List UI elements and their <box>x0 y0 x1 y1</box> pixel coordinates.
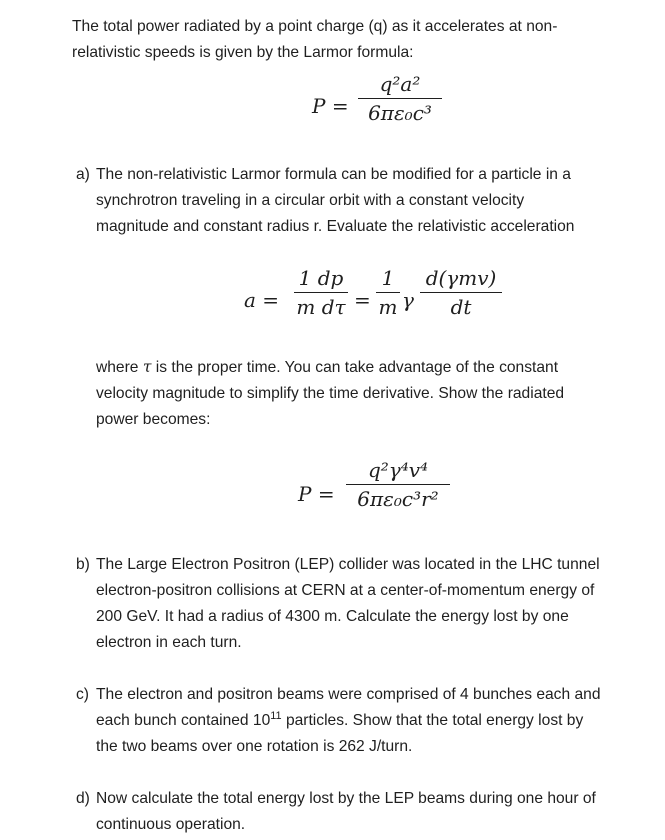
part-d-line-1: Now calculate the total energy lost by the LEP beams during one hour of <box>96 790 596 807</box>
acceleration-fraction-1 <box>294 266 348 319</box>
part-c <box>76 682 646 760</box>
part-c-line-3: the two beams over one rotation is 262 J/turn. <box>96 738 413 755</box>
acceleration-lhs: a = <box>244 288 280 312</box>
power-formula-fraction <box>346 458 450 511</box>
acceleration-fraction-3 <box>420 266 502 319</box>
part-a-line-1: The non-relativistic Larmor formula can be modified for a particle in a <box>96 166 571 183</box>
fraction-bar <box>294 292 348 293</box>
part-c-line-1: The electron and positron beams were comprised of 4 bunches each and <box>96 686 601 703</box>
part-a2-line-3: power becomes: <box>96 411 211 428</box>
acceleration-f3-denominator: dt <box>450 295 472 320</box>
part-a-line-2: synchrotron traveling in a circular orbit with a constant velocity <box>96 192 525 209</box>
part-a2-line-1-post: is the proper time. You can take advantage of the constant <box>151 359 559 376</box>
fraction-bar <box>376 292 400 293</box>
part-d-label: d) <box>76 790 90 807</box>
acceleration-gamma: γ <box>402 288 414 312</box>
part-c-line-2-post: particles. Show that the total energy lost by <box>281 712 584 729</box>
larmor-denominator: 6πε₀c³ <box>368 101 432 126</box>
part-a2-line-1-pre: where <box>96 359 143 376</box>
part-a-line-3: magnitude and constant radius r. Evaluate the relativistic acceleration <box>96 218 575 235</box>
intro-paragraph <box>72 14 652 66</box>
acceleration-f2-denominator: m <box>378 295 398 320</box>
larmor-formula-lhs: P = <box>312 94 349 118</box>
part-a-label: a) <box>76 166 90 183</box>
part-d <box>76 786 646 838</box>
part-d-line-2: continuous operation. <box>96 816 246 833</box>
fraction-bar <box>420 292 502 293</box>
fraction-bar <box>358 98 442 99</box>
acceleration-f2-numerator: 1 <box>381 266 395 290</box>
larmor-numerator: q²a² <box>379 72 421 96</box>
power-numerator: q²γ⁴v⁴ <box>367 458 429 482</box>
acceleration-f1-numerator: 1 dp <box>298 266 344 290</box>
part-a-continuation <box>96 354 656 433</box>
acceleration-fraction-2 <box>376 266 400 319</box>
exponent-11: 11 <box>270 709 282 722</box>
part-c-line-2-pre: each bunch contained 10 <box>96 712 271 729</box>
power-denominator: 6πε₀c³r² <box>357 487 439 512</box>
part-a2-line-2: velocity magnitude to simplify the time derivative. Show the radiated <box>96 385 565 402</box>
acceleration-f1-denominator: m dτ <box>296 295 346 320</box>
part-c-label: c) <box>76 686 89 703</box>
intro-line-2: relativistic speeds is given by the Larmor formula: <box>72 44 414 61</box>
part-b-line-3: 200 GeV. It had a radius of 4300 m. Calculate the energy lost by one <box>96 608 569 625</box>
acceleration-f3-numerator: d(γmv) <box>425 266 497 290</box>
part-a <box>76 162 646 240</box>
fraction-bar <box>346 484 450 485</box>
part-b-label: b) <box>76 556 90 573</box>
part-b <box>76 552 646 656</box>
larmor-formula-fraction <box>358 72 442 125</box>
tau-symbol: τ <box>142 358 152 376</box>
part-b-line-1: The Large Electron Positron (LEP) collider was located in the LHC tunnel <box>96 556 600 573</box>
acceleration-equals: = <box>354 288 371 312</box>
part-b-line-4: electron in each turn. <box>96 634 242 651</box>
part-b-line-2: electron-positron collisions at CERN at a center-of-momentum energy of <box>96 582 595 599</box>
intro-line-1: The total power radiated by a point charge (q) as it accelerates at non- <box>72 18 558 35</box>
power-formula-lhs: P = <box>298 482 335 506</box>
